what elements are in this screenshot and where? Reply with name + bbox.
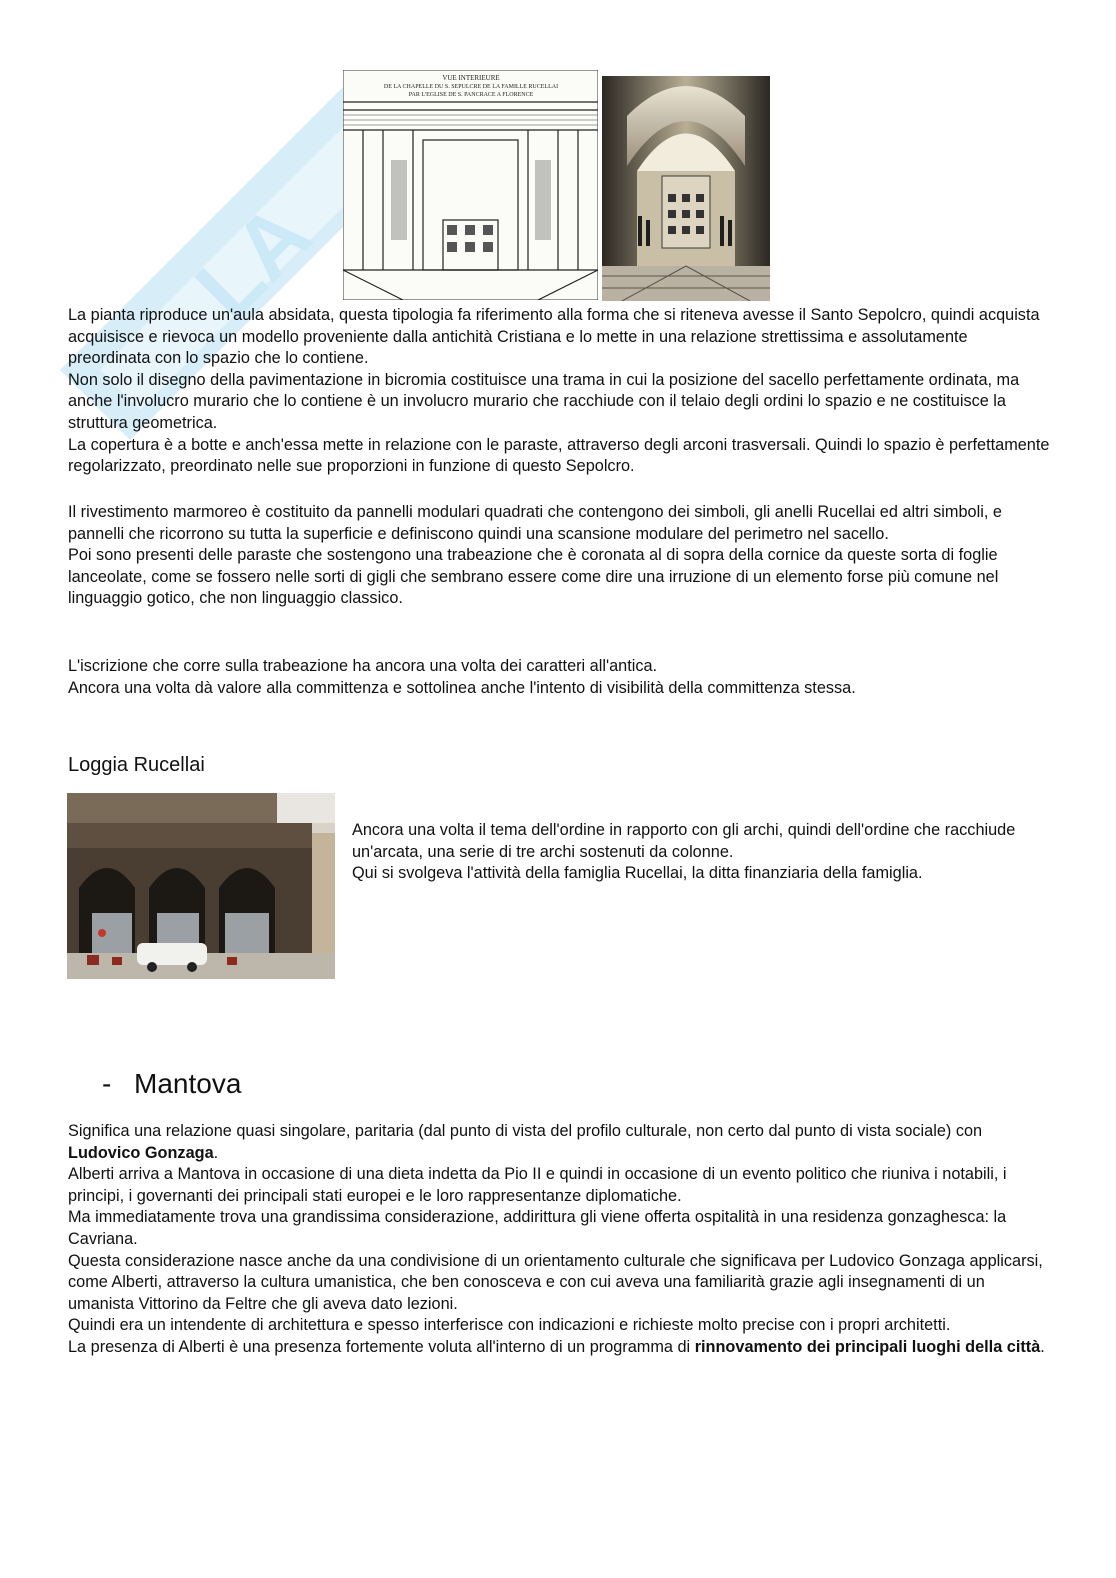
section-heading-mantova bbox=[102, 1068, 241, 1100]
paragraph: La copertura è a botte e anch'essa mette in relazione con le paraste, attraverso degli arconi trasversali. Quindi lo spazio è perfettamente regolarizzato, preordinato nelle sue proporzioni in funzione di questo Sepolcro. bbox=[68, 435, 1050, 476]
bold-name-ludovico-gonzaga: Ludovico Gonzaga bbox=[68, 1143, 214, 1162]
paragraph: Questa considerazione nasce anche da una condivisione di un orientamento culturale che significava per Ludovico Gonzaga applicarsi, come Alberti, attraverso la cultura umanistica, che ben conosceva e con cui aveva una familiarità grazie agli insegnamenti di un umanista Vittorino da Feltre che gli aveva dato lezioni. bbox=[68, 1251, 1043, 1313]
paragraph: Significa una relazione quasi singolare, paritaria (dal punto di vista del profilo culturale, non certo dal punto di vista sociale) con Ludovico Gonzaga. bbox=[68, 1122, 983, 1162]
paragraph: La presenza di Alberti è una presenza fortemente voluta all'interno di un programma di rinnovamento dei principali luoghi della città. bbox=[68, 1337, 1045, 1356]
paragraph: Il rivestimento marmoreo è costituito da pannelli modulari quadrati che contengono dei simboli, gli anelli Rucellai ed altri simboli, e pannelli che ricorrono su tutta la superficie e definiscono quindi una scansione modulare del perimetro nel sacello. bbox=[68, 503, 1002, 543]
paragraph: La pianta riproduce un'aula absidata, questa tipologia fa riferimento alla forma che si riteneva avesse il Santo Sepolcro, quindi acquista acquisisce e rievoca un modello proveniente dalla antichità Cristiana e lo mette in una relazione strettissima e assolutamente preordinata con lo spazio che lo contiene. bbox=[68, 306, 1040, 368]
paragraph: Ma immediatamente trova una grandissima considerazione, addirittura gli viene offerta ospitalità in una residenza gonzaghesca: la Cavriana. bbox=[68, 1208, 1007, 1248]
paragraph: Alberti arriva a Mantova in occasione di una dieta indetta da Pio II e quindi in occasione di un evento politico che riuniva i notabili, i principi, i governanti dei principali stati europei e le loro rappresentanze diplomatiche. bbox=[68, 1165, 1007, 1205]
paragraph: Quindi era un intendente di architettura e spesso interferisce con indicazioni e richieste molto precise con i propri architetti. bbox=[68, 1316, 951, 1335]
bold-phrase-rinnovamento: rinnovamento dei principali luoghi della città bbox=[694, 1337, 1041, 1356]
text-block-rivestimento bbox=[68, 502, 1053, 610]
bullet-dash: - bbox=[102, 1068, 112, 1099]
text-block-mantova bbox=[68, 1121, 1053, 1359]
engraving-image bbox=[343, 70, 598, 300]
paragraph: Ancora una volta il tema dell'ordine in rapporto con gli archi, quindi dell'ordine che racchiude un'arcata, una serie di tre archi sostenuti da colonne. bbox=[352, 821, 1016, 861]
sacello-photo bbox=[602, 76, 770, 301]
paragraph: Ancora una volta dà valore alla committenza e sottolinea anche l'intento di visibilità della committenza stessa. bbox=[68, 678, 856, 697]
loggia-photo bbox=[67, 793, 335, 979]
paragraph: Non solo il disegno della pavimentazione in bicromia costituisce una trama in cui la posizione del sacello perfettamente ordinata, ma anche l'involucro murario che lo contiene è un involucro murario che racchiude con il telaio degli ordini lo spazio e ne costituisce la struttura geometrica. bbox=[68, 370, 1020, 432]
section-heading-loggia: Loggia Rucellai bbox=[68, 754, 205, 776]
text-block-iscrizione bbox=[68, 656, 1053, 699]
paragraph: Qui si svolgeva l'attività della famiglia Rucellai, la ditta finanziaria della famiglia. bbox=[352, 864, 923, 883]
paragraph: L'iscrizione che corre sulla trabeazione ha ancora una volta dei caratteri all'antica. bbox=[68, 657, 658, 675]
engraving-caption-2: DE LA CHAPELLE DU S. SEPULCRE DE LA FAMILLE RUCELLAI bbox=[383, 84, 559, 90]
loggia-description bbox=[352, 820, 1052, 885]
engraving-caption-3: PAR L'EGLISE DE S. PANCRACE A FLORENCE bbox=[408, 92, 534, 98]
engraving-caption-1: VUE INTERIEURE bbox=[442, 74, 500, 82]
svg-text:LA: LA bbox=[176, 184, 330, 338]
section-heading-mantova-label: Mantova bbox=[134, 1068, 242, 1099]
paragraph: Poi sono presenti delle paraste che sostengono una trabeazione che è coronata al di sopra della cornice da queste sorta di foglie lanceolate, come se fossero nelle sorti di gigli che sembrano essere come dire una irruzione di un elemento forse più comune nel linguaggio gotico, che non linguaggio classico. bbox=[68, 546, 999, 608]
text-block-sacello bbox=[68, 305, 1053, 478]
